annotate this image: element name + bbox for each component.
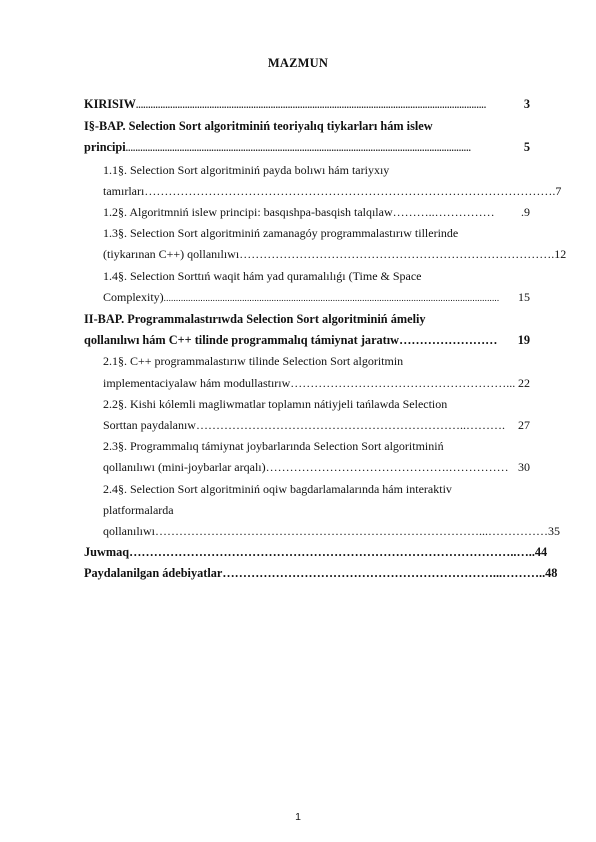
toc-entry-1-3-cont[interactable]: (tiykarınan C++) qollanılıwı …………………………………………………………………… .12 <box>84 244 530 265</box>
toc-entry-conclusion[interactable]: Juwmaq …………………………………………………………………………………..….. 44 <box>84 542 530 563</box>
toc-page-number: .9 <box>521 205 530 220</box>
toc-entry-1-4-cont[interactable]: Complexity) ......................................................................................................................................... 15 <box>84 287 530 309</box>
toc-entry-2-1-cont[interactable]: implementaciyalaw hám modullastırıw ………………………………………………... 22 <box>84 373 530 394</box>
toc-entry-2-4-cont[interactable]: platformalarda <box>103 502 174 517</box>
toc-entry-2-2[interactable]: 2.2§. Kishi kólemli magliwmatlar toplamın nátiyjeli tańlawda Selection <box>103 396 448 411</box>
toc-entry-2-3[interactable]: 2.3§. Programmalıq támiynat joybarlarında Selection Sort algoritminiń <box>103 439 444 454</box>
toc-page-number: 19 <box>517 333 530 348</box>
toc-entry-2-4-cont-2[interactable]: qollanılıwı ………………………………………………………………………...…………… 35 <box>84 521 530 542</box>
toc-entry-chapter-2-cont[interactable]: qollanılıwı hám C++ tilinde programmalıq támiynat jaratıw …………………… 19 <box>84 330 530 351</box>
toc-page-number: 44 <box>534 545 548 560</box>
toc-page-number: .7 <box>552 183 562 198</box>
toc-page-number: 35 <box>548 524 560 539</box>
toc-page-number: 3 <box>523 97 530 111</box>
toc-entry-chapter-1[interactable]: I§-BAP. Selection Sort algoritminiń teoriyalıq tiykarları hám islew <box>84 119 433 134</box>
toc-entry-1-1[interactable]: 1.1§. Selection Sort algoritminiń payda bolıwı hám tariyxıy <box>103 162 390 177</box>
toc-page-number: 22 <box>518 375 530 390</box>
toc-entry-2-4[interactable]: 2.4§. Selection Sort algoritminiń oqiw bagdarlamalarında hám interaktiv <box>103 481 452 496</box>
page-number: 1 <box>295 811 301 823</box>
table-of-contents <box>84 94 567 585</box>
toc-page-number: 5 <box>523 140 530 155</box>
toc-page-number: 48 <box>545 566 558 581</box>
toc-entry-2-3-cont[interactable]: qollanılıwı (mini-joybarlar arqalı) ……………………………………….…………… 30 <box>84 457 530 478</box>
toc-entry-2-2-cont[interactable]: Sorttan paydalanıw …………………………………………………………..………. 27 <box>84 415 530 436</box>
toc-entry-1-4[interactable]: 1.4§. Selection Sorttıń waqit hám yad quramalılıǵı (Time & Space <box>103 268 422 283</box>
toc-entry-2-1[interactable]: 2.1§. C++ programmalastırıw tilinde Selection Sort algoritmin <box>103 354 404 369</box>
toc-page-number: 15 <box>518 289 530 304</box>
toc-entry-references[interactable]: Paydalanilgan ádebiyatlar …………………………………………………………...……….. 48 <box>84 563 530 584</box>
toc-page-number: .12 <box>551 247 567 262</box>
toc-entry-introduction[interactable]: KIRISIW ............................................................................................................................................... 3 <box>84 94 530 116</box>
toc-entry-1-2[interactable]: 1.2§. Algoritmniń islew principi: basqıshpa-basqish talqılaw ………..…………… .9 <box>84 202 530 223</box>
page-title: MAZMUN <box>267 56 329 70</box>
toc-entry-chapter-1-cont[interactable]: principi ............................................................................................................................................. 5 <box>84 137 530 159</box>
toc-entry-1-1-cont[interactable]: tamırları ………………………………………………………………………………………… .7 <box>84 181 530 202</box>
toc-entry-chapter-2[interactable]: II-BAP. Programmalastırıwda Selection Sort algoritminiń ámeliy <box>84 312 426 327</box>
toc-page-number: 27 <box>518 418 530 433</box>
toc-page-number: 30 <box>518 460 530 475</box>
toc-entry-1-3[interactable]: 1.3§. Selection Sort algoritminiń zamanagóy programmalastırıw tillerinde <box>103 226 459 241</box>
